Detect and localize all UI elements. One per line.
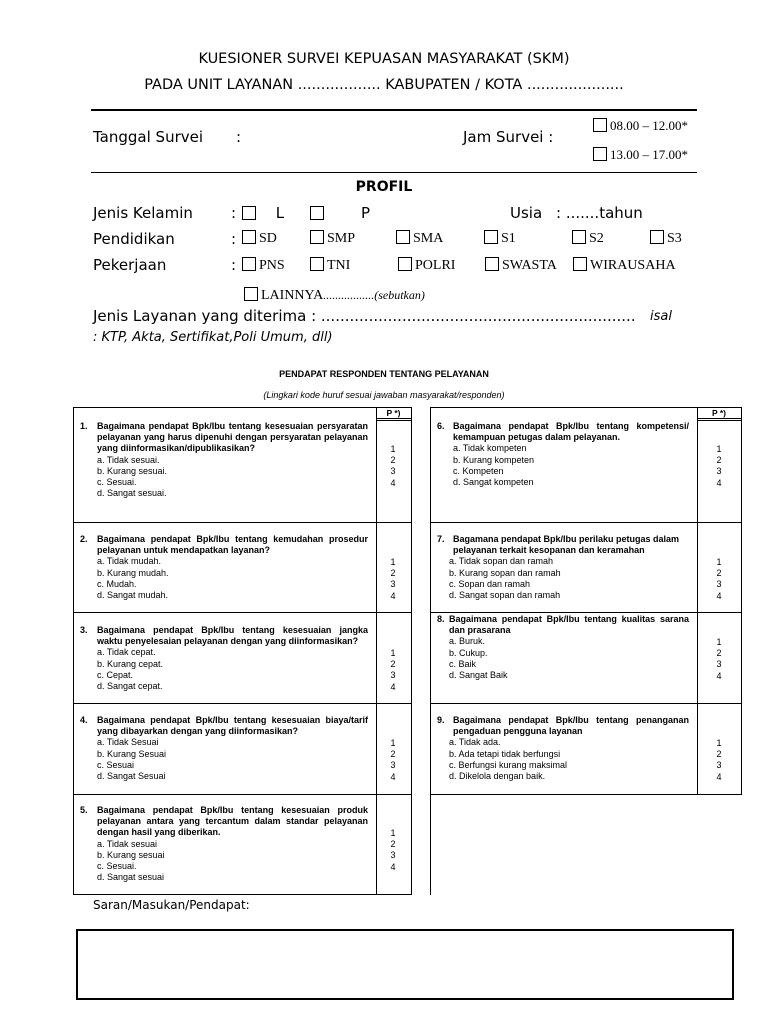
left-table-right (411, 407, 412, 895)
answer-option[interactable]: c. Mudah. (97, 578, 137, 589)
question-text: Bagaimana pendapat Bpk/Ibu tentang kesesuaian jangka waktu penyelesaian pelayanan dengan yang diinformasikan? (97, 625, 368, 647)
age-field[interactable]: : .......tahun (556, 204, 643, 222)
answer-code[interactable]: 1 (716, 637, 722, 647)
answer-code[interactable]: 1 (390, 738, 396, 748)
question-7 (437, 534, 689, 601)
question-text: Bagamana pendapat Bpk/Ibu perilaku petugas dalam pelayanan terkait kesopanan dan keramahan (453, 534, 680, 556)
answer-code[interactable]: 3 (716, 579, 722, 590)
question-5 (80, 805, 368, 883)
gender-colon: : (231, 204, 237, 222)
job-option-pns[interactable]: PNS (242, 257, 285, 274)
question-2 (80, 534, 368, 601)
service-type-hint: isal (650, 309, 672, 324)
answer-option[interactable]: b. Kurang cepat. (97, 658, 164, 669)
answer-code[interactable]: 2 (716, 455, 722, 466)
answer-option[interactable]: b. Kurang mudah. (97, 567, 169, 578)
answer-option[interactable]: a. Tidak sesuai (97, 838, 158, 849)
answer-option[interactable]: d. Sangat kompeten (453, 477, 534, 488)
answer-option[interactable]: c. Sopan dan ramah (449, 578, 531, 589)
left-header-line (376, 418, 411, 419)
feedback-label: Saran/Masukan/Pendapat: (93, 898, 250, 912)
survey-date-colon: : (236, 128, 242, 146)
question-number: 5. (80, 805, 88, 815)
answer-codes (712, 557, 726, 602)
answer-option[interactable]: b. Kurang Sesuai (97, 748, 167, 759)
education-option-s1[interactable]: S1 (484, 230, 516, 247)
answer-option[interactable]: a. Tidak mudah. (97, 556, 162, 567)
answer-code[interactable]: 2 (716, 568, 722, 579)
job-option-tni[interactable]: TNI (310, 257, 350, 274)
header-divider (91, 109, 697, 111)
checkbox-icon (593, 118, 607, 132)
question-number: 7. (437, 534, 445, 544)
answer-option[interactable]: d. Sangat sesuai (97, 872, 165, 883)
left-header-line2 (376, 420, 411, 421)
checkbox-icon (396, 230, 410, 244)
answer-code[interactable]: 3 (390, 850, 396, 861)
answer-code[interactable]: 3 (390, 579, 396, 590)
education-option-smp[interactable]: SMP (310, 230, 355, 247)
checkbox-icon (593, 147, 607, 161)
answer-code[interactable]: 2 (390, 659, 396, 670)
question-8 (437, 614, 689, 681)
answer-code[interactable]: 2 (390, 455, 396, 466)
question-9 (437, 715, 689, 782)
answer-option[interactable]: c. Baik (449, 658, 477, 669)
answer-code[interactable]: 4 (716, 477, 722, 488)
answer-code[interactable]: 1 (390, 557, 396, 567)
education-option-sd[interactable]: SD (242, 230, 277, 247)
answer-code[interactable]: 2 (716, 749, 722, 760)
answer-code[interactable]: 2 (716, 648, 722, 659)
checkbox-icon (310, 206, 324, 220)
education-option-s3[interactable]: S3 (650, 230, 682, 247)
answer-option[interactable]: c. Kompeten (453, 465, 504, 476)
right-table-divider (697, 407, 698, 794)
row-divider (430, 703, 742, 704)
education-colon: : (231, 230, 237, 248)
feedback-textarea[interactable] (76, 929, 734, 1000)
job-option-lainnya[interactable]: LAINNYA.................(sebutkan) (244, 287, 425, 304)
answer-code[interactable]: 2 (390, 839, 396, 850)
checkbox-icon (485, 257, 499, 271)
job-option-swasta[interactable]: SWASTA (485, 257, 557, 274)
question-text: Bagaimana pendapat Bpk/Ibu tentang kualitas sarana dan prasarana (449, 614, 689, 636)
right-table-left (430, 407, 431, 895)
left-table-divider (376, 407, 377, 895)
opinion-subheading: (Lingkari kode huruf sesuai jawaban masyarakat/responden) (263, 390, 505, 400)
answer-option[interactable]: d. Sangat mudah. (97, 590, 169, 601)
answer-code[interactable]: 3 (390, 670, 396, 681)
right-table-top (430, 407, 742, 408)
answer-codes (712, 738, 726, 783)
service-type-hint-line2: : KTP, Akta, Sertifikat,Poli Umum, dll) (93, 330, 333, 345)
answer-option[interactable]: d. Sangat cepat. (97, 681, 163, 692)
row-divider (430, 612, 742, 613)
answer-code[interactable]: 1 (390, 828, 396, 838)
answer-code[interactable]: 1 (390, 648, 396, 658)
answer-code[interactable]: 3 (716, 760, 722, 771)
time-option-morning[interactable]: 08.00 – 12.00* (593, 118, 688, 134)
right-table-right (741, 407, 742, 794)
answer-option[interactable]: b. Ada tetapi tidak berfungsi (449, 748, 561, 759)
row-divider (430, 522, 742, 523)
answer-option[interactable]: d. Sangat Sesuai (97, 771, 166, 782)
question-number: 3. (80, 625, 88, 635)
left-column-header: P *) (386, 408, 401, 418)
opinion-heading: PENDAPAT RESPONDEN TENTANG PELAYANAN (279, 369, 489, 379)
answer-code[interactable]: 1 (716, 557, 722, 567)
survey-date-label: Tanggal Survei (93, 128, 204, 146)
gender-option-l[interactable]: L (242, 204, 284, 222)
question-number: 8. (437, 614, 445, 624)
answer-option[interactable]: a. Tidak sopan dan ramah (449, 556, 554, 567)
answer-codes (386, 557, 400, 602)
left-table-bottom (73, 894, 412, 895)
answer-code[interactable]: 3 (390, 466, 396, 477)
profile-heading: PROFIL (355, 179, 413, 195)
question-text: Bagaimana pendapat Bpk/Ibu tentang penanganan pengaduan pengguna layanan (453, 715, 689, 737)
question-text: Bagaimana pendapat Bpk/Ibu tentang kesesuaian biaya/tarif yang dibayarkan dengan yang diinformasikan? (97, 715, 368, 737)
answer-option[interactable]: c. Sesuai (97, 759, 135, 770)
checkbox-icon (310, 257, 324, 271)
answer-option[interactable]: a. Tidak sesuai. (97, 454, 160, 465)
form-title: KUESIONER SURVEI KEPUASAN MASYARAKAT (SKM) (198, 51, 570, 67)
job-colon: : (231, 256, 237, 274)
left-table-left (73, 407, 74, 895)
row-divider (73, 612, 412, 613)
answer-code[interactable]: 1 (716, 444, 722, 454)
education-option-s2[interactable]: S2 (572, 230, 604, 247)
question-6 (437, 421, 689, 488)
checkbox-icon (398, 257, 412, 271)
question-1 (80, 421, 368, 499)
answer-option[interactable]: c. Cepat. (97, 669, 134, 680)
question-number: 2. (80, 534, 88, 544)
answer-option[interactable]: a. Tidak kompeten (453, 443, 527, 454)
answer-option[interactable]: a. Buruk. (449, 636, 486, 647)
answer-option[interactable]: c. Berfungsi kurang maksimal (449, 759, 568, 770)
row-divider (73, 794, 412, 795)
job-label: Pekerjaan (93, 256, 167, 274)
checkbox-icon (650, 230, 664, 244)
answer-codes (712, 637, 726, 682)
question-text: Bagaimana pendapat Bpk/Ibu tentang kesesuaian persyaratan pelayanan yang harus dipenuhi dengan persyaratan pelayanan yang diinformasikan/dipublikasikan? (97, 421, 368, 454)
answer-option[interactable]: b. Kurang sopan dan ramah (449, 567, 561, 578)
answer-option[interactable]: d. Sangat sesuai. (97, 488, 167, 499)
answer-option[interactable]: b. Kurang kompeten (453, 454, 535, 465)
answer-code[interactable]: 1 (716, 738, 722, 748)
row-divider (73, 703, 412, 704)
question-text: Bagaimana pendapat Bpk/Ibu tentang kesesuaian produk pelayanan antara yang tercantum dalam standar pelayanan dengan hasil yang diberikan. (97, 805, 368, 838)
answer-option[interactable]: a. Tidak Sesuai (97, 737, 159, 748)
answer-option[interactable]: b. Cukup. (449, 647, 488, 658)
answer-code[interactable]: 3 (390, 760, 396, 771)
answer-option[interactable]: d. Dikelola dengan baik. (449, 771, 546, 782)
answer-option[interactable]: b. Kurang sesuai (97, 849, 165, 860)
answer-codes (386, 828, 400, 873)
job-option-polri[interactable]: POLRI (398, 257, 455, 274)
answer-codes (386, 738, 400, 783)
form-subtitle: PADA UNIT LAYANAN .................. KABUPATEN / KOTA ..................... (144, 77, 624, 93)
answer-option[interactable]: d. Sangat Baik (449, 670, 508, 681)
answer-code[interactable]: 4 (716, 771, 722, 782)
answer-code[interactable]: 4 (390, 590, 396, 601)
checkbox-icon (244, 287, 258, 301)
question-text: Bagaimana pendapat Bpk/Ibu tentang kemudahan prosedur pelayanan untuk mendapatkan layanan? (97, 534, 368, 556)
job-option-wirausaha[interactable]: WIRAUSAHA (573, 257, 676, 274)
right-header-line2 (697, 420, 741, 421)
checkbox-icon (484, 230, 498, 244)
answer-codes (712, 444, 726, 489)
answer-option[interactable]: a. Tidak cepat. (97, 647, 156, 658)
answer-code[interactable]: 4 (390, 477, 396, 488)
answer-code[interactable]: 3 (716, 659, 722, 670)
right-column-header: P *) (711, 408, 727, 418)
education-label: Pendidikan (93, 230, 175, 248)
answer-code[interactable]: 2 (390, 749, 396, 760)
row-divider (73, 522, 412, 523)
checkbox-icon (573, 257, 587, 271)
answer-code[interactable]: 4 (716, 670, 722, 681)
right-header-line (697, 418, 741, 419)
answer-code[interactable]: 4 (390, 681, 396, 692)
question-number: 9. (437, 715, 445, 725)
answer-code[interactable]: 2 (390, 568, 396, 579)
checkbox-icon (242, 230, 256, 244)
answer-codes (386, 648, 400, 693)
info-divider (91, 172, 697, 173)
education-option-sma[interactable]: SMA (396, 230, 443, 247)
gender-label: Jenis Kelamin (93, 204, 193, 222)
question-text: Bagaimana pendapat Bpk/Ibu tentang kompetensi/ kemampuan petugas dalam pelayanan. (453, 421, 689, 443)
answer-code[interactable]: 1 (390, 444, 396, 454)
answer-option[interactable]: b. Kurang sesuai. (97, 465, 168, 476)
checkbox-icon (242, 206, 256, 220)
question-3 (80, 625, 368, 692)
question-number: 4. (80, 715, 88, 725)
left-table-top (73, 407, 412, 408)
checkbox-icon (310, 230, 324, 244)
answer-code[interactable]: 3 (716, 466, 722, 477)
question-4 (80, 715, 368, 782)
question-number: 6. (437, 421, 445, 431)
answer-option[interactable]: d. Sangat sopan dan ramah (449, 590, 561, 601)
answer-code[interactable]: 4 (390, 861, 396, 872)
survey-time-label: Jam Survei : (463, 128, 554, 146)
question-number: 1. (80, 421, 88, 431)
checkbox-icon (242, 257, 256, 271)
answer-option[interactable]: c. Sesuai. (97, 477, 137, 488)
right-table-bottom (430, 794, 742, 795)
answer-option[interactable]: c. Sesuai. (97, 861, 137, 872)
answer-code[interactable]: 4 (390, 771, 396, 782)
gender-option-p[interactable]: P (310, 204, 370, 222)
answer-codes (386, 444, 400, 489)
time-option-afternoon[interactable]: 13.00 – 17.00* (593, 147, 688, 163)
answer-code[interactable]: 4 (716, 590, 722, 601)
service-type-field[interactable]: Jenis Layanan yang diterima : .................................................................. (93, 307, 636, 325)
answer-option[interactable]: a. Tidak ada. (449, 737, 501, 748)
age-label: Usia (510, 204, 543, 222)
checkbox-icon (572, 230, 586, 244)
